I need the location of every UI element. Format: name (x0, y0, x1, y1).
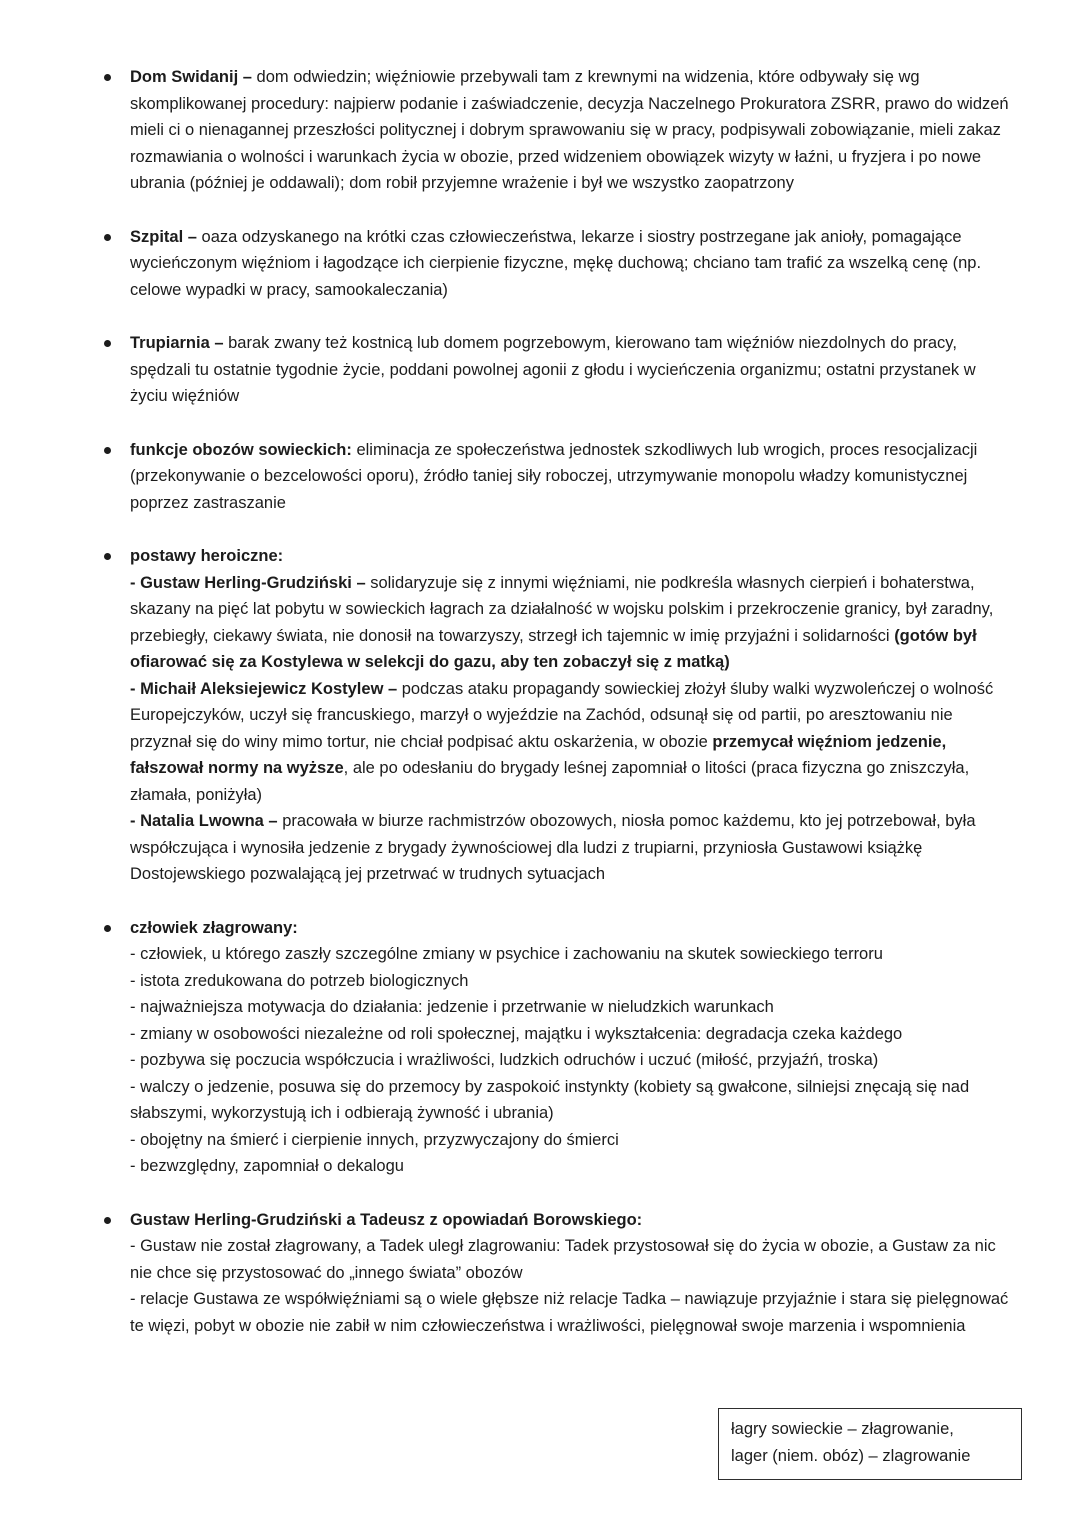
paragraph (130, 1233, 1012, 1286)
text-run: - relacje Gustawa ze współwięźniami są o wiele głębsze niż relacje Tadka – nawiązuje przyjaźnie i stara się pielęgnować te więzi, pobyt w obozie nie zabił w nim człowieczeństwa i wrażliwości, pielęgnował swoje marzenia i wspomnienia (130, 1290, 1009, 1335)
note-box-line-1: łagry sowieckie – złagrowanie, (731, 1420, 954, 1438)
text-run-bold: funkcje obozów sowieckich: (130, 440, 357, 459)
paragraph (130, 808, 1012, 888)
paragraph (130, 1286, 1012, 1339)
text-run: - pozbywa się poczucia współczucia i wrażliwości, ludzkich odruchów i uczuć (miłość, przyjaźń, troska) (130, 1051, 879, 1069)
text-run: podczas ataku propagandy sowieckiej złożył śluby walki wyzwoleńczej o wolność Europejczyków, uczył się francuskiego, marzył o wyjeździe na Zachód, odsunął się od partii, po aresztowaniu nie przyznał się do winy mimo tortur, nie chciał podpisać aktu oskarżenia, w obozie (130, 679, 994, 751)
text-run: solidaryzuje się z innymi więźniami, nie podkreśla własnych cierpień i bohaterstwa, skazany na pięć lat pobytu w sowieckich łagrach za działalność w wojsku polskim i przekroczenie granicy, był zaradny, przebiegły, ciekawy świata, nie donosił na towarzyszy, strzegł ich tajemnic w imię przyjaźni i solidarności (130, 573, 994, 645)
paragraph (130, 64, 1012, 197)
text-run: - istota zredukowana do potrzeb biologicznych (130, 971, 469, 990)
text-run-bold: (gotów był ofiarować się za Kostylewa w selekcji do gazu, aby ten zobaczył się z matką) (130, 626, 977, 671)
note-box-line-2: lager (niem. obóz) – zlagrowanie (731, 1447, 971, 1465)
text-run: pracowała w biurze rachmistrzów obozowych, niosła pomoc każdemu, kto jej potrzebował, była współczująca i wynosiła jedzenie z brygady żywnościowej dla ludzi z trupiarni, przyniosła Gustawowi książkę Dostojewskiego pozwalającą jej przetrwać w trudnych sytuacjach (130, 812, 976, 883)
paragraph (130, 543, 1012, 570)
paragraph (130, 994, 1012, 1021)
text-run-bold: człowiek złagrowany: (130, 918, 298, 937)
text-run: - zmiany w osobowości niezależne od roli społecznej, majątku i wykształcenia: degradacja czeka każdego (130, 1024, 903, 1043)
text-run: , ale po odesłaniu do brygady leśnej zapomniał o litości (praca fizyczna go zniszczyła, złamała, poniżyła) (130, 759, 970, 804)
paragraph (130, 941, 1012, 968)
note-bullet (100, 915, 1012, 1180)
text-run-bold: Dom Swidanij – (130, 68, 257, 86)
paragraph (130, 1207, 1012, 1234)
text-run: oaza odzyskanego na krótki czas człowieczeństwa, lekarze i siostry postrzegane jak anioły, pomagające wycieńczonym więźniom i łagodzące ich cierpienie fizyczne, mękę duchową; chciano tam trafić za wszelką cenę (np. celowe wypadki w pracy, samookaleczania) (130, 227, 982, 299)
paragraph (130, 676, 1012, 809)
paragraph (130, 1021, 1012, 1048)
text-run: - Gustaw nie został złagrowany, a Tadek uległ zlagrowaniu: Tadek przystosował się do życia w obozie, a Gustaw za nic nie chce się przystosować do „innego świata” obozów (130, 1237, 996, 1282)
note-bullet (100, 64, 1012, 197)
note-bullet (100, 437, 1012, 517)
note-bullet (100, 543, 1012, 888)
document-page (100, 64, 1012, 1366)
text-run: - walczy o jedzenie, posuwa się do przemocy by zaspokoić instynkty (kobiety są gwałcone, silniejsi znęcają się nad słabszymi, wykorzystują ich i odbierają żywność i ubrania) (130, 1077, 970, 1122)
text-run-bold: postawy heroiczne: (130, 547, 284, 565)
text-run: - bezwzględny, zapomniał o dekalogu (130, 1157, 404, 1175)
text-run-bold: Trupiarnia – (130, 334, 229, 352)
note-bullet (100, 330, 1012, 410)
text-run: - obojętny na śmierć i cierpienie innych, przyzwyczajony do śmierci (130, 1130, 619, 1149)
paragraph (130, 570, 1012, 676)
text-run: barak zwany też kostnicą lub domem pogrzebowym, kierowano tam więźniów niezdolnych do pracy, spędzali tu ostatnie tygodnie życie, poddani powolnej agonii z głodu i wycieńczenia organizmu; ostatni przystanek w życiu więźniów (130, 334, 976, 405)
paragraph (130, 1153, 1012, 1180)
text-run: - człowiek, u którego zaszły szczególne zmiany w psychice i zachowaniu na skutek sowieckiego terroru (130, 945, 883, 963)
paragraph (130, 1127, 1012, 1154)
text-run-bold: przemycał więźniom jedzenie, fałszował normy na wyższe (130, 732, 947, 777)
paragraph (130, 1074, 1012, 1127)
text-run: dom odwiedzin; więźniowie przebywali tam z krewnymi na widzenia, które odbywały się wg skomplikowanej procedury: najpierw podanie i zaświadczenie, decyzja Naczelnego Prokuratora ZSRR, prawo do widzeń mieli ci o nienagannej przeszłości politycznej i dobrym sprawowaniu się w pracy, podpisywali zobowiązanie, mieli zakaz rozmawiania o wolności i warunkach życia w obozie, przed widzeniem obowiązek wizyty w łaźni, u fryzjera i po nowe ubrania (później je oddawali); dom robił przyjemne wrażenie i był we wszystko zaopatrzony (130, 68, 1009, 192)
paragraph (130, 437, 1012, 517)
text-run-bold: - Natalia Lwowna – (130, 812, 283, 830)
paragraph (130, 915, 1012, 942)
text-run-bold: - Gustaw Herling-Grudziński – (130, 573, 371, 592)
text-run: - najważniejsza motywacja do działania: jedzenie i przetrwanie w nieludzkich warunkach (130, 998, 774, 1016)
text-run-bold: - Michaił Aleksiejewicz Kostylew – (130, 679, 402, 698)
paragraph (130, 1047, 1012, 1074)
paragraph (130, 224, 1012, 304)
text-run-bold: Szpital – (130, 227, 202, 246)
note-bullet (100, 1207, 1012, 1340)
text-run: eliminacja ze społeczeństwa jednostek szkodliwych lub wrogich, proces resocjalizacji (przekonywanie o bezcelowości oporu), źródło taniej siły roboczej, utrzymywanie monopolu władzy komunistycznej poprzez zastraszanie (130, 440, 978, 512)
definition-note-box (718, 1408, 1022, 1480)
note-bullet (100, 224, 1012, 304)
text-run-bold: Gustaw Herling-Grudziński a Tadeusz z opowiadań Borowskiego: (130, 1210, 643, 1229)
paragraph (130, 330, 1012, 410)
notes-list (100, 64, 1012, 1339)
paragraph (130, 968, 1012, 995)
